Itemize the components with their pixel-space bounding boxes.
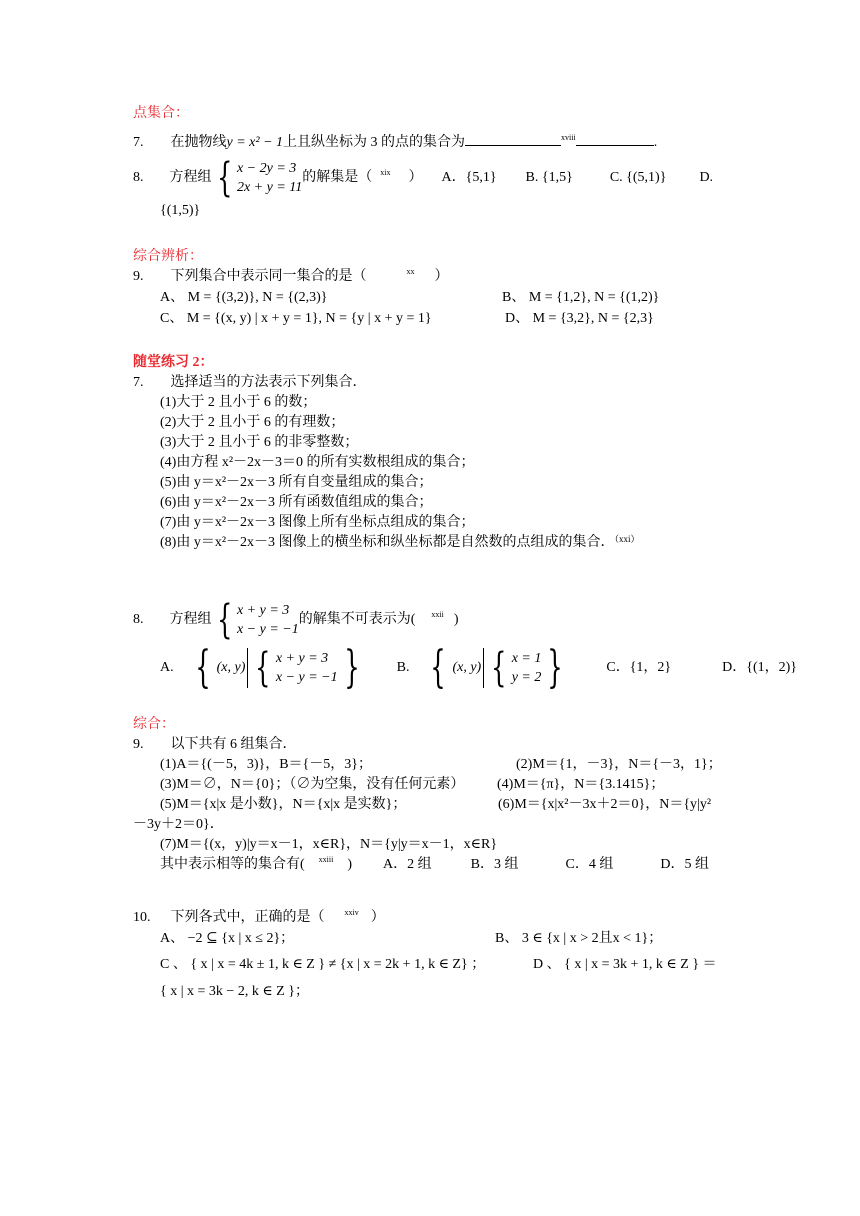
option-d-value: {(1,5)} [160,203,201,218]
option-d: D 、 { x | x = 3k + 1, k ∈ Z } ＝ [533,957,717,972]
list-item: (1)大于 2 且小于 6 的数； [160,395,317,410]
equation-2: 2x + y = 11 [236,179,303,195]
question-text: 以下共有 6 组集合． [170,737,297,752]
option-c: C. {(5,1)} [609,170,667,185]
answer-blank [465,131,561,146]
option-b: B．3 组 [470,857,519,872]
left-brace: { [255,645,271,691]
list-item: (3)大于 2 且小于 6 的非零整数； [160,435,359,450]
option-b: B. {1,5} [525,170,573,185]
set-pair-4: (4)M＝{π}，N＝{3.1415}； [497,777,665,792]
question-text: 方程组 [169,170,212,185]
footnote-ref: xviii [561,133,576,142]
footnote-ref: xxii [431,610,444,619]
equation-system [212,596,299,643]
set-pair-5: (5)M＝{x|x 是小数}，N＝{x|x 是实数}； [160,797,407,812]
left-brace: { [430,642,447,693]
question-8b [133,598,459,643]
section-heading-practice-2: 随堂练习 2： [133,355,214,370]
option-a-label: A. [160,660,174,676]
question-text: 的解集是（ [302,170,373,185]
question-9b-prompt [160,856,709,875]
equation-2: x − y = −1 [236,621,299,637]
question-text: 的解集不可表示为( [298,612,416,627]
list-item-text: (8)由 y＝x²－2x－3 图像上的横坐标和纵坐标都是自然数的点组成的集合． [160,535,615,550]
footnote-ref: xx [406,267,415,276]
right-brace: } [343,642,360,693]
list-item [160,534,640,552]
answer-blank [576,131,654,146]
option-a: A、 −2 ⊆ {x | x ≤ 2}； [160,931,295,946]
option-b: B、 3 ∈ {x | x > 2且x < 1}； [495,931,663,946]
set-pair-7: (7)M＝{(x，y)|y＝x－1，x∈R}，N＝{y|y＝x－1，x∈R} [160,837,498,852]
option-d: D、 M = {3,2}, N = {2,3} [505,311,654,326]
right-brace: } [547,642,564,693]
question-text: 上且纵坐标为 3 的点的集合为 [283,135,466,150]
close-paren: ） [408,170,423,185]
set-bar [483,648,484,688]
list-item: (7)由 y＝x²－2x－3 图像上所有坐标点组成的集合； [160,515,475,530]
left-brace: { [194,642,211,693]
list-item: (6)由 y＝x²－2x－3 所有函数值组成的集合； [160,495,433,510]
left-brace: { [216,596,232,643]
question-8b-options [160,644,797,692]
option-c: C．{1，2} [606,660,672,676]
option-a-set [189,644,366,692]
option-b: B、 M = {1,2}, N = {(1,2)} [502,290,660,305]
set-bar [247,648,248,688]
question-number: 10. [133,910,151,925]
question-9b [133,736,297,754]
close-paren: ） [370,910,385,925]
close-paren: ） [434,269,449,284]
parabola-formula: y = x² − 1 [226,135,284,150]
equation-system [212,154,303,201]
question-9a [133,268,449,287]
list-item: (4)由方程 x²－2x－3＝0 的所有实数根组成的集合； [160,455,475,470]
option-a: A、 M = {(3,2)}, N = {(2,3)} [160,290,328,305]
option-d: D．{(1，2)} [722,660,798,676]
option-c: C 、 { x | x = 4k ± 1, k ∈ Z } ≠ {x | x = 2k + 1, k ∈ Z} ； [160,957,486,972]
question-number: 7. [133,135,144,150]
question-number: 8. [133,612,144,627]
set-pair-1: (1)A＝{(－5，3)}，B＝{－5，3}； [160,757,372,772]
option-a: A．2 组 [383,857,432,872]
question-text: 在抛物线 [170,135,227,150]
footnote-ref: （xxi） [614,534,640,544]
equation-2: x − y = −1 [275,670,338,685]
question-text: 方程组 [169,612,212,627]
option-b-set [424,644,569,692]
close-paren: ) [453,612,459,627]
period: . [653,135,658,150]
question-7b [133,374,367,392]
equation-1: x + y = 3 [236,602,290,618]
section-heading-comprehensive: 综合： [133,717,175,732]
question-10 [133,909,385,928]
equation-1: x = 1 [511,651,542,666]
question-text: 其中表示相等的集合有( [160,857,305,872]
option-d: D．5 组 [660,857,709,872]
set-pair-6-continued: －3y＋2＝0}． [133,817,224,832]
list-item: (2)大于 2 且小于 6 的有理数； [160,415,345,430]
set-variable: (x, y) [216,660,246,675]
section-heading-point-sets: 点集合： [133,106,189,121]
option-d-label: D. [699,170,714,185]
question-text: 选择适当的方法表示下列集合． [170,375,367,390]
left-brace: { [216,154,232,201]
option-d-continued: { x | x = 3k − 2, k ∈ Z }； [160,984,309,999]
question-text: 下列各式中，正确的是（ [170,910,325,925]
footnote-ref: xix [380,168,391,177]
question-7a [133,131,657,153]
question-number: 9. [133,269,144,284]
footnote-ref: xxiii [318,855,334,864]
question-text: 下列集合中表示同一集合的是（ [170,269,367,284]
left-brace: { [491,645,507,691]
set-pair-2: (2)M＝{1，－3}，N＝{－3，1}； [516,757,722,772]
equation-1: x − 2y = 3 [236,160,297,176]
set-pair-3: (3)M＝∅，N＝{0}；（∅为空集，没有任何元素） [160,777,465,792]
question-number: 9. [133,737,144,752]
section-heading-comprehensive-analysis: 综合辨析： [133,249,203,264]
option-c: C、 M = {(x, y) | x + y = 1}, N = {y | x + y = 1} [160,311,432,326]
equation-2: y = 2 [511,670,542,685]
equation-1: x + y = 3 [275,651,329,666]
option-c: C．4 组 [565,857,614,872]
list-item: (5)由 y＝x²－2x－3 所有自变量组成的集合； [160,475,433,490]
footnote-ref: xxiv [344,908,359,917]
option-b-label: B. [396,660,410,676]
question-8a [133,156,713,201]
question-number: 8. [133,170,144,185]
set-pair-6: (6)M＝{x|x²－3x＋2＝0}，N＝{y|y² [498,797,712,812]
close-paren: ) [347,857,353,872]
question-number: 7. [133,375,144,390]
option-a: A．{5,1} [441,170,497,185]
set-variable: (x, y) [452,660,482,675]
